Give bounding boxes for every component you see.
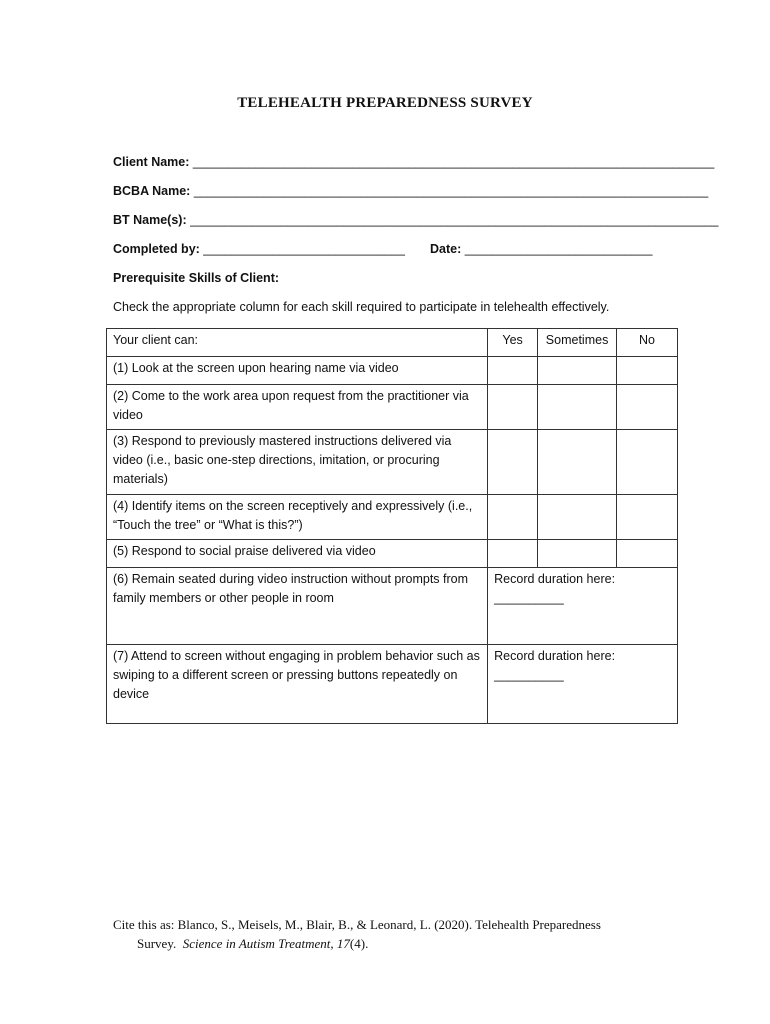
skill-4-yes-cell[interactable] — [488, 495, 538, 540]
skill-7-record-label: Record duration here: — [494, 649, 616, 663]
client-name-line[interactable]: ___________________________________________________________________________ — [192, 155, 715, 169]
date-label: Date: — [430, 242, 462, 256]
skill-2-text: (2) Come to the work area upon request from the practitioner via video — [107, 385, 488, 430]
skill-4-no-cell[interactable] — [617, 495, 678, 540]
skill-7-text: (7) Attend to screen without engaging in problem behavior such as swiping to a different screen or pressing buttons repeatedly on device — [107, 645, 488, 724]
instructions-text: Check the appropriate column for each skill required to participate in telehealth effectively. — [113, 300, 610, 314]
skill-6-record-cell[interactable] — [488, 568, 678, 645]
bcba-name-line[interactable]: __________________________________________________________________________ — [193, 184, 709, 198]
bcba-name-field — [113, 184, 708, 198]
skill-1-yes-cell[interactable] — [488, 357, 538, 385]
skill-1-no-cell[interactable] — [617, 357, 678, 385]
bt-names-field — [113, 213, 718, 227]
table-header-row — [107, 329, 678, 357]
skill-3-text: (3) Respond to previously mastered instructions delivered via video (i.e., basic one-step directions, imitation, or procuring materials) — [107, 430, 488, 495]
citation — [113, 915, 673, 953]
skill-5-sometimes-cell[interactable] — [538, 540, 617, 568]
skill-4-sometimes-cell[interactable] — [538, 495, 617, 540]
citation-prefix: Cite this as: Blanco, S., Meisels, M., Blair, B., & Leonard, L. (2020). Telehealth Preparedness — [113, 917, 601, 932]
table-row — [107, 495, 678, 540]
table-row — [107, 357, 678, 385]
citation-line-2 — [113, 934, 673, 953]
skill-6-record-line[interactable]: __________ — [494, 591, 564, 605]
bt-names-line[interactable]: ____________________________________________________________________________ — [190, 213, 719, 227]
bcba-name-label: BCBA Name: — [113, 184, 191, 198]
skill-2-sometimes-cell[interactable] — [538, 385, 617, 430]
bt-names-label: BT Name(s): — [113, 213, 187, 227]
header-no: No — [617, 329, 678, 357]
page-title: TELEHEALTH PREPAREDNESS SURVEY — [237, 95, 533, 111]
skill-3-sometimes-cell[interactable] — [538, 430, 617, 495]
header-yes: Yes — [488, 329, 538, 357]
header-skill: Your client can: — [107, 329, 488, 357]
completed-by-line[interactable]: _____________________________ — [203, 242, 405, 256]
citation-journal: Science in Autism Treatment, 17 — [182, 936, 350, 951]
table-row — [107, 645, 678, 724]
skill-4-text: (4) Identify items on the screen receptively and expressively (i.e., “Touch the tree” or “What is this?”) — [107, 495, 488, 540]
table-row — [107, 568, 678, 645]
skill-1-sometimes-cell[interactable] — [538, 357, 617, 385]
table-row — [107, 385, 678, 430]
skill-2-yes-cell[interactable] — [488, 385, 538, 430]
skill-5-text: (5) Respond to social praise delivered via video — [107, 540, 488, 568]
citation-issue: (4). — [349, 936, 369, 951]
client-name-field — [113, 155, 714, 169]
client-name-label: Client Name: — [113, 155, 190, 169]
skill-6-text: (6) Remain seated during video instruction without prompts from family members or other people in room — [107, 568, 488, 645]
date-field — [430, 242, 652, 256]
skill-7-record-cell[interactable] — [488, 645, 678, 724]
skills-table — [106, 328, 678, 724]
completed-by-field — [113, 242, 405, 256]
completed-by-label: Completed by: — [113, 242, 200, 256]
skill-5-no-cell[interactable] — [617, 540, 678, 568]
skill-3-no-cell[interactable] — [617, 430, 678, 495]
skill-7-record-line[interactable]: __________ — [494, 668, 564, 682]
table-row — [107, 430, 678, 495]
citation-survey: Survey. — [137, 936, 177, 951]
skill-1-text: (1) Look at the screen upon hearing name via video — [107, 357, 488, 385]
skill-6-record-label: Record duration here: — [494, 572, 616, 586]
skill-5-yes-cell[interactable] — [488, 540, 538, 568]
table-row — [107, 540, 678, 568]
date-line[interactable]: ___________________________ — [464, 242, 653, 256]
skill-2-no-cell[interactable] — [617, 385, 678, 430]
skill-3-yes-cell[interactable] — [488, 430, 538, 495]
header-sometimes: Sometimes — [538, 329, 617, 357]
prereq-heading: Prerequisite Skills of Client: — [113, 271, 280, 285]
